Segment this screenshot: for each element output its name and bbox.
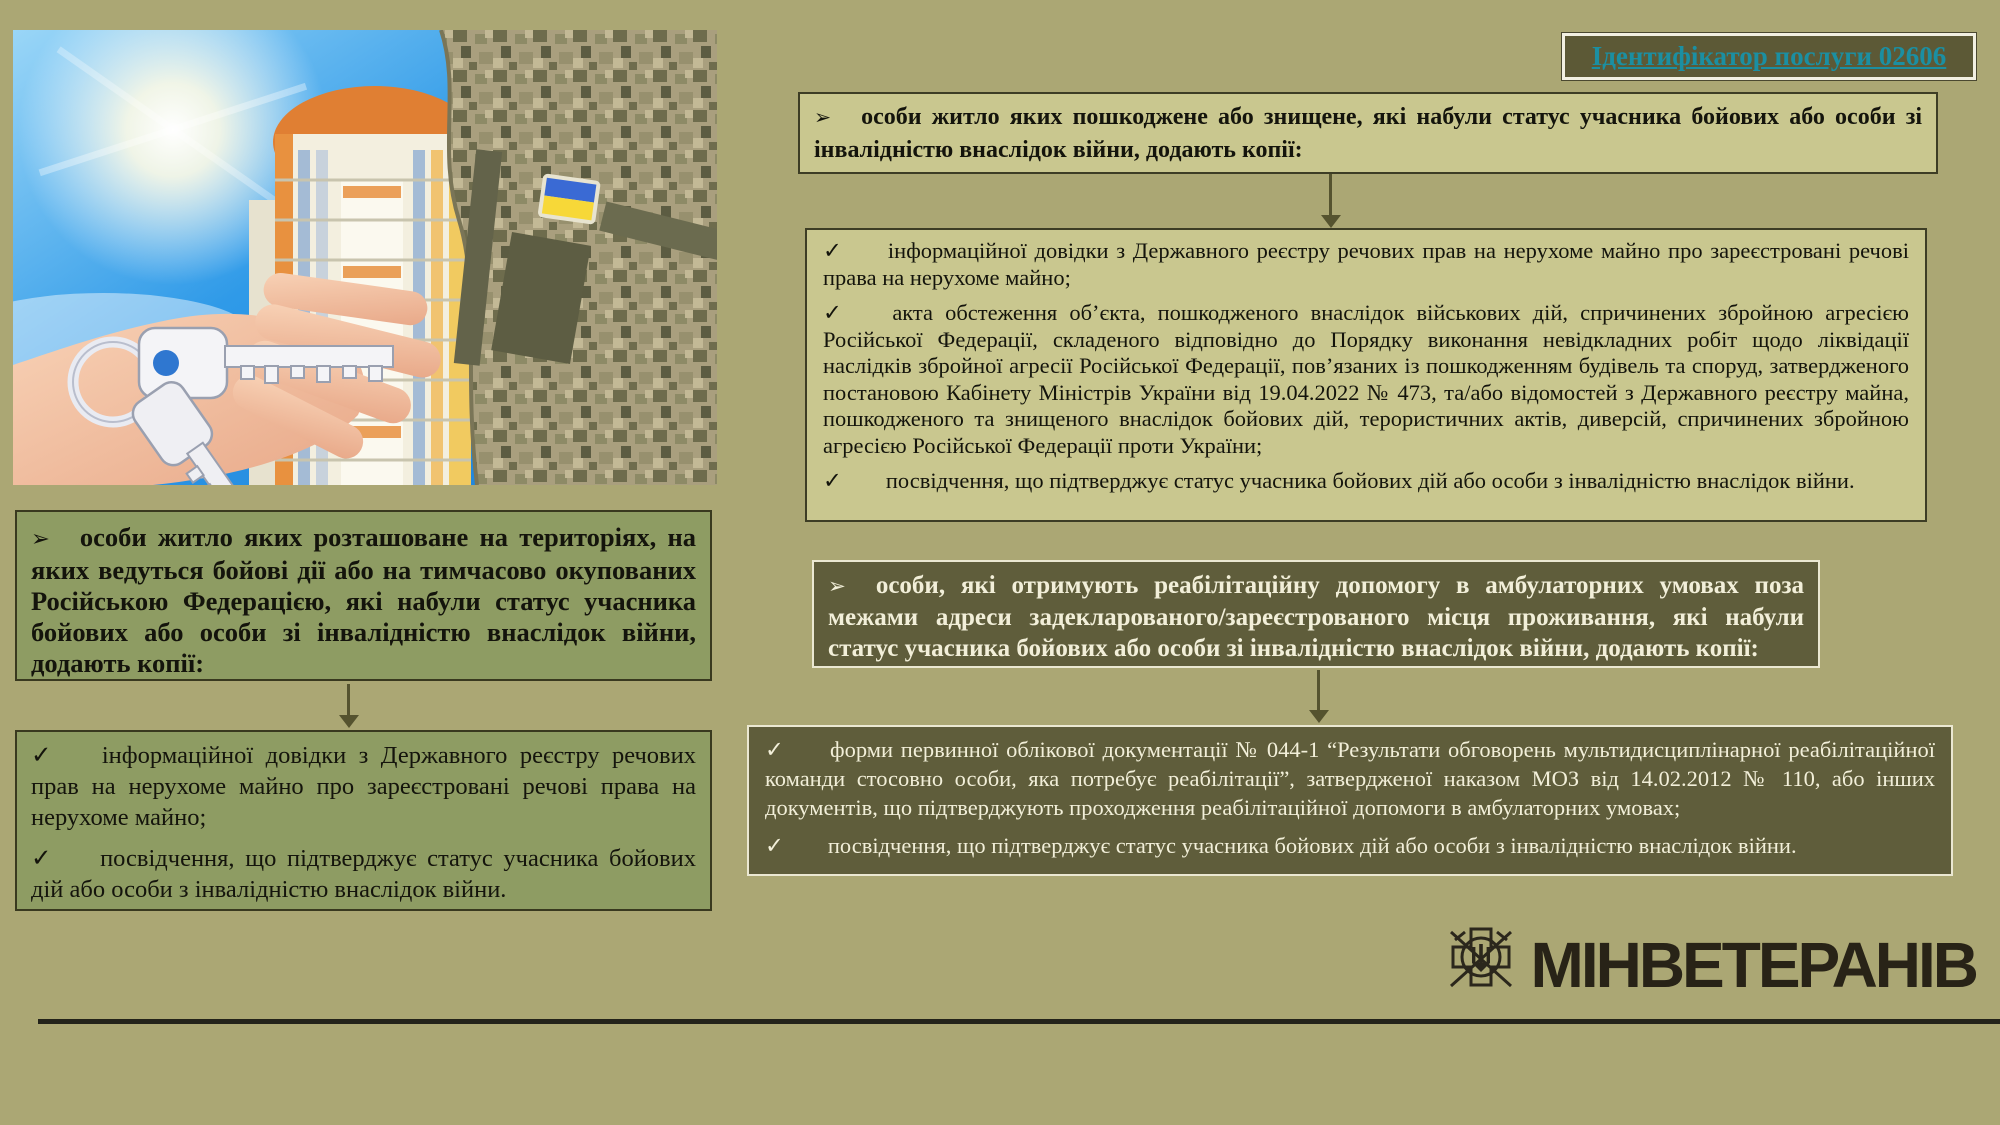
check-icon: ✓	[31, 742, 58, 769]
connector-arrow-down-icon	[1329, 174, 1332, 216]
check-icon: ✓	[823, 238, 844, 263]
checklist-item	[31, 843, 696, 905]
checklist-item-text: посвідчення, що підтверджує статус учасника бойових дій або особи з інвалідністю внаслідок війни.	[885, 468, 1855, 493]
rehabilitation-header-text: особи, які отримують реабілітаційну допомогу в амбулаторних умовах поза межами адреси задекларованого/зареєстрованого місця проживання, які набули статус учасника бойових або особи зі інвалідністю внаслідок війни, додають копії:	[828, 572, 1804, 662]
checklist-item	[823, 300, 1909, 459]
footer-divider-line	[38, 1019, 2000, 1024]
connector-arrow-down-icon	[1317, 670, 1320, 711]
damaged-housing-header-box	[798, 92, 1938, 174]
hero-photo-art	[13, 30, 717, 485]
checklist-item	[823, 238, 1909, 291]
checklist-item-text: посвідчення, що підтверджує статус учасника бойових дій або особи з інвалідністю внаслідок війни.	[827, 833, 1797, 858]
check-icon: ✓	[823, 468, 842, 493]
checklist-item	[765, 735, 1935, 822]
checklist-item-text: акта обстеження об’єкта, пошкодженого внаслідок військових дій, спричинених збройною агресією Російської Федерації, складеного відповідно до Порядку виконання невідкладних робіт щодо ліквідації наслідків збройної агресії Російської Федерації, пов’язаних із пошкодженням будівель та споруд, затвердженого постановою Кабінету Міністрів України від 19.04.2022 № 473, та/або відомостей з Державного реєстру майна, пошкодженого та знищеного внаслідок бойових дій, терористичних актів, диверсій, спричинених збройною агресією Російської Федерації проти України;	[823, 300, 1909, 458]
trident-icon	[1472, 944, 1490, 972]
check-icon: ✓	[31, 845, 57, 872]
damaged-housing-header-text: особи житло яких пошкоджене або знищене, які набули статус учасника бойових або особи зі інвалідністю внаслідок війни, додають копії:	[814, 104, 1922, 163]
checklist-item-text: інформаційної довідки з Державного реєстру речових прав на нерухоме майно про зареєстровані речові права на нерухоме майно;	[823, 238, 1909, 290]
cossack-cross-trident-emblem-icon	[1443, 924, 1519, 1006]
checklist-item-text: посвідчення, що підтверджує статус учасника бойових дій або особи з інвалідністю внаслідок війни.	[31, 845, 696, 903]
soldier-camouflage	[441, 30, 717, 485]
checklist-item-text: форми первинної облікової документації № 044-1 “Результати обговорень мультидисциплінарної реабілітаційної команди стосовно особи, яка потребує реабілітації”, затвердженої наказом МОЗ від 14.02.2012 № 110, або інших документів, що підтверджують проходження реабілітаційної допомоги в амбулаторних умовах;	[765, 737, 1935, 820]
arrow-bullet-icon: ➢	[31, 526, 50, 552]
damaged-housing-checklist-box	[805, 228, 1927, 522]
connector-arrow-down-icon	[347, 684, 350, 716]
occupied-territories-checklist-box	[15, 730, 712, 911]
ukraine-flag-patch	[537, 173, 601, 225]
arrow-bullet-icon: ➢	[814, 105, 832, 129]
check-icon: ✓	[823, 300, 849, 325]
minveterans-wordmark: МІНВЕТЕРАНІВ	[1530, 929, 1976, 1001]
checklist-item-text: інформаційної довідки з Державного реєстру речових прав на нерухоме майно про зареєстровані речові права на нерухоме майно;	[31, 742, 696, 831]
service-identifier-link[interactable]: Ідентифікатор послуги 02606	[1591, 41, 1947, 71]
rehabilitation-checklist-box	[747, 725, 1953, 876]
checklist-item	[31, 740, 696, 833]
occupied-territories-header-box	[15, 510, 712, 681]
arrow-bullet-icon: ➢	[828, 574, 846, 599]
rehabilitation-header-box	[812, 560, 1820, 668]
check-icon: ✓	[765, 737, 787, 762]
minveterans-logo	[1443, 924, 1977, 1006]
service-identifier-badge[interactable]	[1562, 33, 1976, 80]
checklist-item	[765, 831, 1935, 860]
check-icon: ✓	[765, 833, 784, 858]
hero-photo	[13, 30, 717, 485]
occupied-territories-header-text: особи житло яких розташоване на територіях, на яких ведуться бойові дії або на тимчасово окупованих Російською Федерацією, які набули статус учасника бойових або особи зі інвалідністю внаслідок війни, додають копії:	[31, 522, 696, 678]
checklist-item	[823, 468, 1909, 495]
